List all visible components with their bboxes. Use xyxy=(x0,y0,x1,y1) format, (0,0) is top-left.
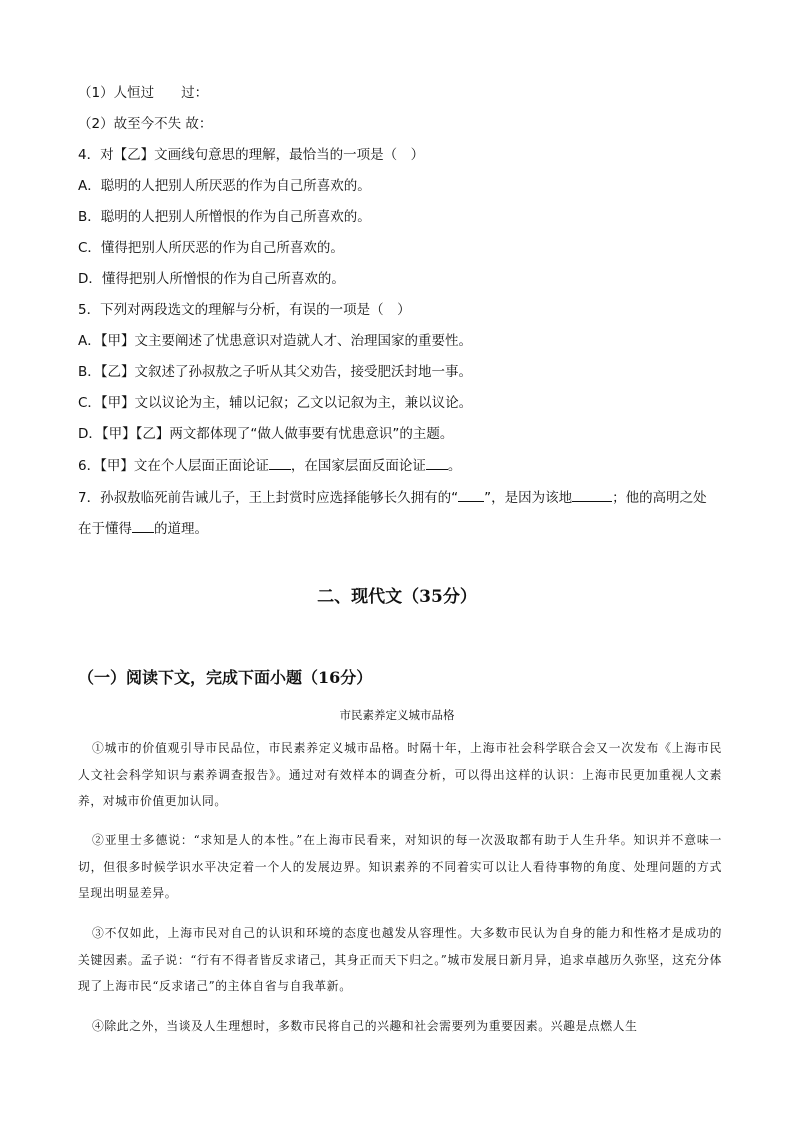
answer-blank[interactable] xyxy=(132,518,154,533)
article-paragraph-3: ③不仅如此，上海市民对自己的认识和环境的态度也越发从容理性。大多数市民认为自身的能力和性格才是成功的关键因素。孟子说：“行有不得者皆反求诸己，其身正而天下归之。”城市发展日新月异，追求卓越历久弥坚，这充分体现了上海市民“反求诸己”的主体自省与自我革新。 xyxy=(78,926,722,993)
question-4-option-c: C．懂得把别人所厌恶的作为自己所喜欢的。 xyxy=(78,240,344,256)
question-7-text-5: 的道理。 xyxy=(154,521,208,537)
reading-subtitle: （一）阅读下文，完成下面小题（16分） xyxy=(78,668,373,687)
article-paragraph-1: ①城市的价值观引导市民品位，市民素养定义城市品格。时隔十年，上海市社会科学联合会又一次发布《上海市民人文社会科学知识与素养调查报告》。通过对有效样本的调查分析，可以得出这样的认识：上海市民更加重视人文素养，对城市价值更加认同。 xyxy=(78,741,722,808)
question-4-stem: 4．对【乙】文画线句意思的理解，最恰当的一项是（ ） xyxy=(78,147,425,163)
question-7-text-3: ；他的高明之处 xyxy=(612,490,707,506)
question-5-option-c: C．【甲】文以议论为主，辅以记叙；乙文以记叙为主，兼以议论。 xyxy=(78,395,473,411)
answer-blank[interactable] xyxy=(458,487,484,502)
question-4-option-a: A．聪明的人把别人所厌恶的作为自己所喜欢的。 xyxy=(78,178,371,194)
article-title: 市民素养定义城市品格 xyxy=(339,708,455,722)
answer-blank[interactable] xyxy=(572,487,612,502)
question-7-text-2: ”，是因为该地 xyxy=(484,490,573,506)
question-7-text-4: 在于懂得 xyxy=(78,521,132,537)
question-6 xyxy=(78,455,728,476)
question-5-stem: 5．下列对两段选文的理解与分析，有误的一项是（ ） xyxy=(78,302,411,318)
question-3-item-2: （2）故至今不失 故： xyxy=(78,116,213,132)
article-paragraph-4: ④除此之外，当谈及人生理想时，多数市民将自己的兴趣和社会需要列为重要因素。兴趣是点燃人生 xyxy=(92,1019,638,1033)
question-4-option-d: D．懂得把别人所憎恨的作为自己所喜欢的。 xyxy=(78,271,345,287)
question-6-text-1: 6．【甲】文在个人层面正面论证 xyxy=(78,458,269,474)
question-3-item-1: （1）人恒过 过： xyxy=(78,85,209,101)
question-5-option-b: B．【乙】文叙述了孙叔敖之子听从其父劝告，接受肥沃封地一事。 xyxy=(78,364,473,380)
section-title: 二、现代文（35分） xyxy=(317,587,477,607)
question-7-line-2 xyxy=(78,518,728,539)
question-7-line-1 xyxy=(78,487,728,508)
question-6-text-3: 。 xyxy=(447,458,462,474)
question-7-text-1: 7．孙叔敖临死前告诫儿子，王上封赏时应选择能够长久拥有的“ xyxy=(78,490,459,506)
question-4-option-b: B．聪明的人把别人所憎恨的作为自己所喜欢的。 xyxy=(78,209,371,225)
article-paragraph-2: ②亚里士多德说：“求知是人的本性。”在上海市民看来，对知识的每一次汲取都有助于人生升华。知识并不意味一切，但很多时候学识水平决定着一个人的发展边界。知识素养的不同着实可以让人看待事物的角度、处理问题的方式呈现出明显差异。 xyxy=(78,833,722,900)
question-6-text-2: ，在国家层面反面论证 xyxy=(290,458,426,474)
question-5-option-d: D．【甲】【乙】两文都体现了“做人做事要有忧患意识”的主题。 xyxy=(78,426,454,442)
answer-blank[interactable] xyxy=(426,455,448,470)
answer-blank[interactable] xyxy=(269,455,291,470)
question-5-option-a: A．【甲】文主要阐述了忧患意识对造就人才、治理国家的重要性。 xyxy=(78,333,472,349)
